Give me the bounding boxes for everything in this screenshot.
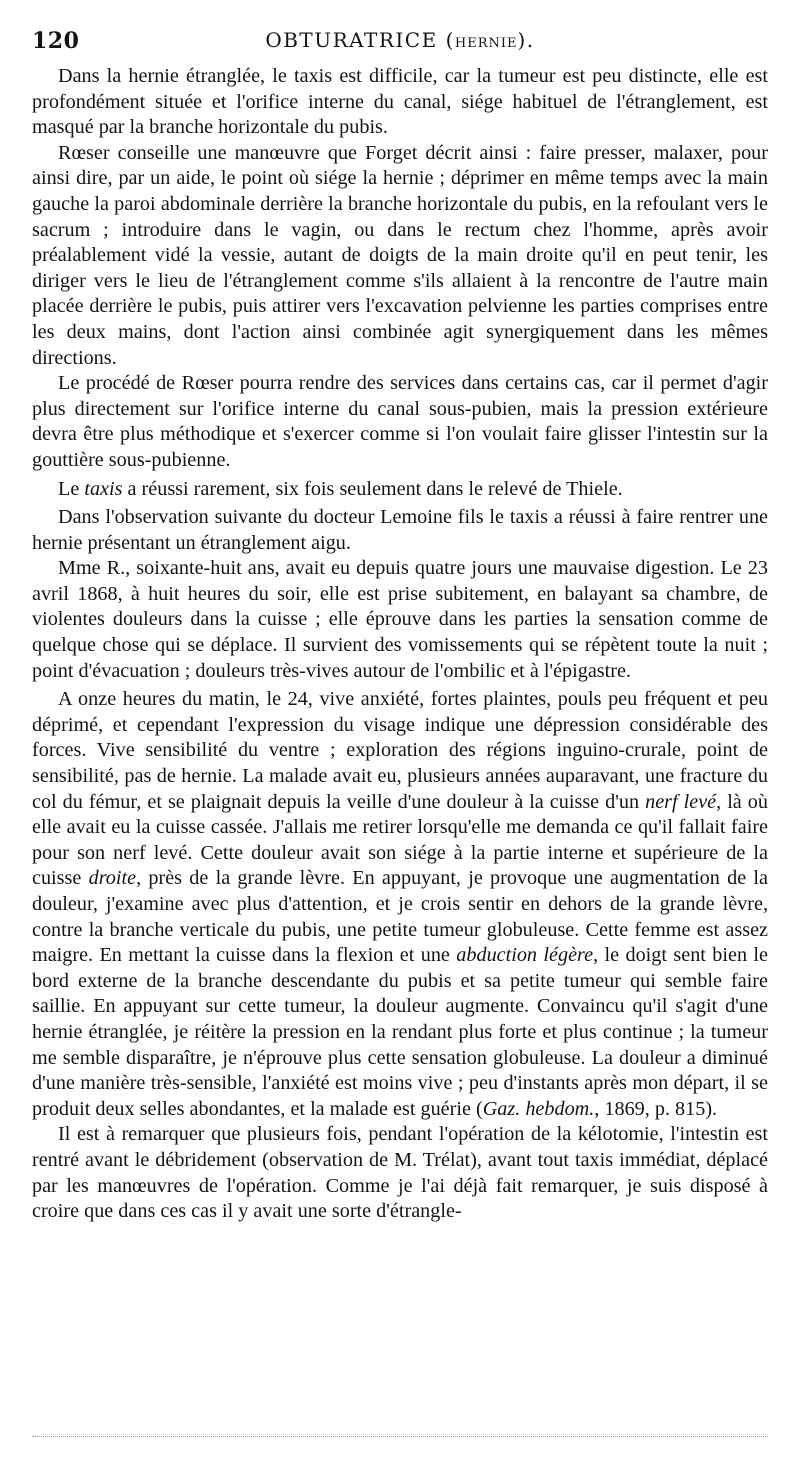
running-title-main: OBTURATRICE ( xyxy=(265,28,455,52)
page-number: 120 xyxy=(32,28,80,54)
paragraph-case-examination xyxy=(32,687,768,1122)
running-title-smallcaps: HERNIE xyxy=(454,36,518,51)
paragraph-taxis-difficulty: Dans la hernie étranglée, le taxis est difficile, car la tumeur est peu distincte, elle est profondément située et l'orifice interne du canal, siége habituel de l'étranglement, est masqué par la branche horizontale du pubis. xyxy=(32,65,768,139)
running-title xyxy=(32,28,768,52)
p7-italic-droite: droite xyxy=(88,867,137,890)
paragraph-roeser-maneuver: Rœser conseille une manœuvre que Forget décrit ainsi : faire presser, malaxer, pour ainsi dire, par un aide, le point où siége la hernie ; déprimer en même temps avec la main gauche la paroi abdominale derrière la branche horizontale du pubis, en la refoulant vers le sacrum ; introduire dans le vagin, ou dans le rectum chez l'homme, après avoir préalablement vidé la vessie, autant de doigts de la main droite qu'il en peut tenir, les diriger vers le lieu de l'étranglement comme s'ils allaient à la rencontre de l'autre main placée derrière le pubis, puis attirer vers l'excavation pelvienne les parties comprises entre les deux mains, dont l'action ainsi combinée agit synergiquement dans les mêmes directions. xyxy=(32,141,768,369)
paragraph-taxis-success xyxy=(32,477,768,503)
p4-text-after: a réussi rarement, six fois seulement dans le relevé de Thiele. xyxy=(122,477,623,500)
body-text xyxy=(32,64,768,1225)
p7-italic-citation: Gaz. hebdom. xyxy=(482,1097,595,1120)
p7-text-5: , 1869, p. 815). xyxy=(594,1097,718,1120)
p4-text-before: Le xyxy=(58,477,85,500)
p7-text-3: , près de la grande lèvre. En appuyant, je provoque une augmentation de la douleur, j'examine avec plus d'attention, et je crois sentir en dehors de la grande lèvre, contre la branche verticale du pubis, une petite tumeur globuleuse. Cette femme est assez maigre. En mettant la cuisse dans la flexion et une xyxy=(32,867,768,967)
paragraph-roeser-procedure: Le procédé de Rœser pourra rendre des services dans certains cas, car il permet d'agir plus directement sur l'orifice interne du canal sous-pubien, mais la pression extérieure devra être plus méthodique et s'exercer comme si l'on voulait faire glisser l'intestin sur la gouttière sous-pubienne. xyxy=(32,372,768,471)
p7-text-4: , le doigt sent bien le bord externe de la branche descendante du pubis et sa petite tumeur qui semble faire saillie. En appuyant sur cette tumeur, la douleur augmente. Convaincu qu'il s'agit d'une hernie étranglée, je réitère la pression en la rendant plus forte et plus continue ; la tumeur me semble disparaître, je n'éprouve plus cette sensation globuleuse. La douleur a diminué d'une manière très-sensible, l'anxiété est moins vive ; peu d'instants après mon départ, il se produit deux selles abondantes, et la malade est guérie ( xyxy=(32,944,768,1120)
running-head xyxy=(32,28,768,62)
p7-italic-abduction: abduction légère xyxy=(456,944,594,967)
p7-text-1: A onze heures du matin, le 24, vive anxiété, fortes plaintes, pouls peu fréquent et peu déprimé, et cependant l'expression du visage indique une dépression considérable des forces. Vive sensibilité du ventre ; exploration des régions inguino-crurale, point de sensibilité, pas de hernie. La malade avait eu, plusieurs années auparavant, une fracture du col du fémur, et se plaignait depuis la veille d'une douleur à la cuisse d'un xyxy=(32,688,768,813)
p4-italic-taxis: taxis xyxy=(84,477,123,500)
paragraph-kelotomie-remark: Il est à remarquer que plusieurs fois, pendant l'opération de la kélotomie, l'intestin est rentré avant le débridement (observation de M. Trélat), avant tout taxis immédiat, déplacé par les manœuvres de l'opération. Comme je l'ai déjà fait remarquer, je suis disposé à croire que dans ces cas il y avait une sorte d'étrangle- xyxy=(32,1123,768,1223)
running-title-end: ). xyxy=(517,28,535,52)
paragraph-lemoine-observation: Dans l'observation suivante du docteur Lemoine fils le taxis a réussi à faire rentrer une hernie présentant un étranglement aigu. xyxy=(32,506,768,554)
paragraph-case-history: Mme R., soixante-huit ans, avait eu depuis quatre jours une mauvaise digestion. Le 23 avril 1868, à huit heures du soir, elle est prise subitement, en balayant sa chambre, de violentes douleurs dans la cuisse ; elle éprouve dans les parties la sensation comme de quelque chose qui se déplace. Il survient des vomissements qui se répètent toute la nuit ; point d'évacuation ; douleurs très-vives autour de l'ombilic et à l'épigastre. xyxy=(32,557,768,682)
p7-text-2: , là où elle avait eu la cuisse cassée. J'allais me retirer lorsqu'elle me demanda ce qu'il fallait faire pour son nerf levé. Cette douleur avait son siége à la partie interne et supérieure de la cuisse xyxy=(32,790,768,890)
p7-italic-nerf-leve: nerf levé xyxy=(645,790,717,813)
bottom-dotted-rule xyxy=(32,1436,768,1437)
